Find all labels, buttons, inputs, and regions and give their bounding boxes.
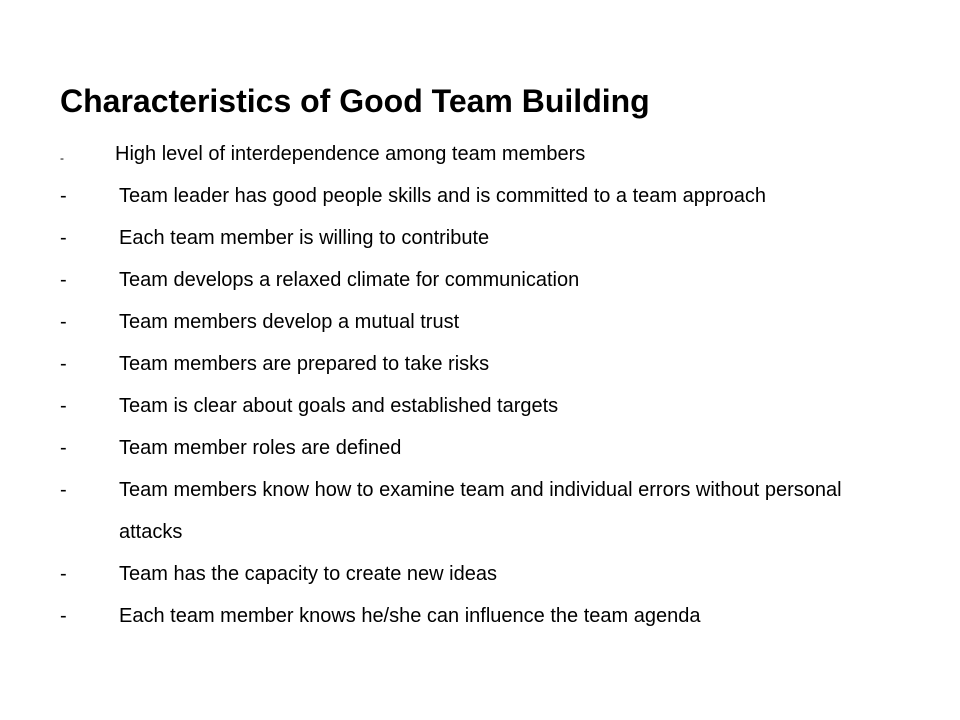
bullet-text: Each team member knows he/she can influence the team agenda bbox=[119, 605, 701, 627]
bullet-text: High level of interdependence among team members bbox=[115, 143, 586, 165]
bullet-dash: - bbox=[60, 479, 67, 501]
bullet-dash: - bbox=[60, 395, 67, 417]
bullet-dash: - bbox=[60, 151, 64, 165]
bullet-dash: - bbox=[60, 605, 67, 627]
bullet-dash: - bbox=[60, 227, 67, 249]
bullet-text: Team member roles are defined bbox=[119, 437, 402, 459]
bullet-dash: - bbox=[60, 185, 67, 207]
bullet-text: Team develops a relaxed climate for communication bbox=[119, 269, 580, 291]
bullet-text: Team is clear about goals and established targets bbox=[119, 395, 559, 417]
bullet-text: Each team member is willing to contribute bbox=[119, 227, 490, 249]
bullet-dash: - bbox=[60, 311, 67, 333]
bullet-dash: - bbox=[60, 353, 67, 375]
slide-title: Characteristics of Good Team Building bbox=[60, 83, 650, 119]
bullet-text: Team members develop a mutual trust bbox=[119, 311, 460, 333]
bullet-text: Team leader has good people skills and is committed to a team approach bbox=[119, 185, 767, 207]
bullet-dash: - bbox=[60, 269, 67, 291]
bullet-text: Team members are prepared to take risks bbox=[119, 353, 490, 375]
bullet-dash: - bbox=[60, 563, 67, 585]
bullet-text: Team has the capacity to create new ideas bbox=[119, 563, 497, 585]
bullet-text: Team members know how to examine team and individual errors without personal attacks bbox=[119, 479, 842, 543]
bullet-dash: - bbox=[60, 437, 67, 459]
